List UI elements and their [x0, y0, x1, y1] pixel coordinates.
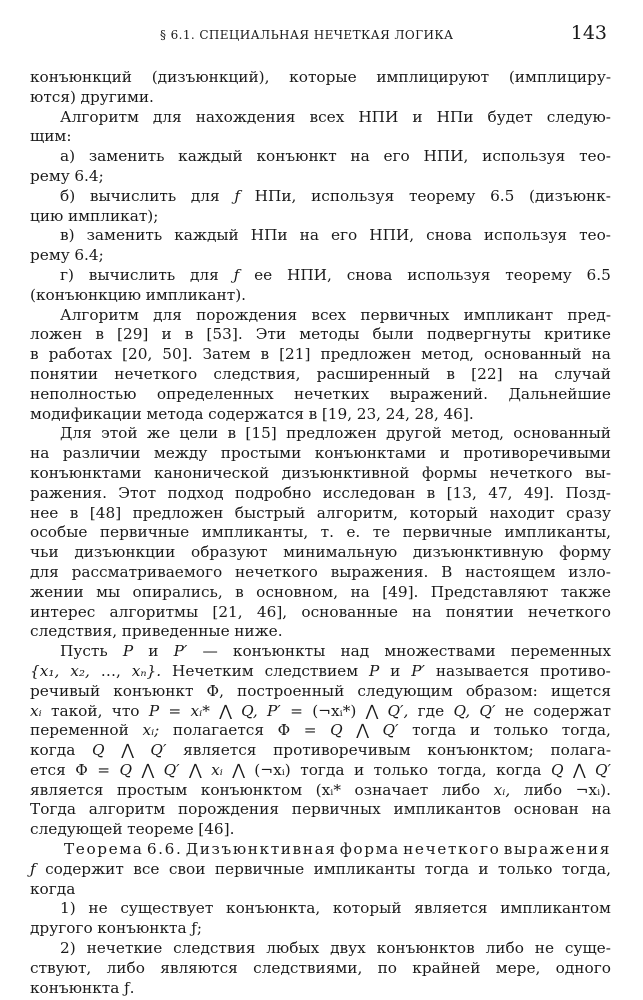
text-line: жении мы опирались, в основном, на [49]. Представляют также: [30, 582, 611, 601]
text-line: а) заменить каждый конъюнкт на его НПИ, используя тео-: [60, 147, 611, 166]
text-line: конъюнктами канонической дизъюнктивной формы нечеткого вы-: [30, 463, 611, 482]
text-line: переменной xᵢ; полагается Φ = Q ⋀ Q′ тогда и только тогда,: [30, 721, 611, 740]
text-line: в работах [20, 50]. Затем в [21] предложен метод, основанный на: [30, 345, 611, 364]
text-line: Алгоритм для порождения всех первичных импликант пред-: [60, 305, 611, 324]
text-line: Пусть P и P′ — конъюнкты над множествами переменных: [60, 642, 611, 661]
text-line: в) заменить каждый НПи на его НПИ, снова используя тео-: [60, 226, 611, 245]
text-line: xᵢ такой, что P = xᵢ* ⋀ Q, P′ = (¬xᵢ*) ⋀ Q′, где Q, Q′ не содержат: [30, 701, 611, 720]
text-line: щим:: [30, 127, 72, 146]
text-line: конъюнкций (дизъюнкций), которые имплицируют (имплициру-: [30, 68, 611, 86]
text-line: ствуют, либо являются следствиями, по крайней мере, одного: [30, 958, 611, 977]
text-line: для рассматриваемого нечеткого выражения. В настоящем изло-: [30, 562, 611, 581]
text-line: неполностью определенных нечетких выражений. Дальнейшие: [30, 384, 611, 403]
text-line: другого конъюнкта ƒ;: [30, 919, 203, 938]
text-line: нее в [48] предложен быстрый алгоритм, который находит сразу: [30, 503, 611, 522]
text-line: следующей теореме [46].: [30, 820, 235, 839]
page-number: 143: [570, 22, 607, 44]
text-line: интерес алгоритмы [21, 46], основанные на понятии нечеткого: [30, 602, 611, 621]
text-line: ƒ содержит все свои первичные импликанты тогда и только тогда,: [30, 859, 611, 878]
text-line: Алгоритм для нахождения всех НПИ и НПи будет следую-: [60, 107, 611, 126]
text-line: когда: [30, 879, 76, 898]
text-line: рему 6.4;: [30, 166, 104, 185]
text-line: понятии нечеткого следствия, расширенный в [22] на случай: [30, 364, 611, 383]
text-line: цию импликат);: [30, 206, 159, 225]
text-line: на различии между простыми конъюнктами и противоречивыми: [30, 444, 611, 463]
text-line: модификации метода содержатся в [19, 23, 24, 28, 46].: [30, 404, 474, 423]
text-line: 1) не существует конъюнкта, который является импликантом: [60, 899, 611, 918]
text-line: 2) нечеткие следствия любых двух конъюнктов либо не суще-: [60, 939, 611, 958]
text-line: речивый конъюнкт Φ, построенный следующим образом: ищется: [30, 681, 611, 700]
body-text: [30, 68, 611, 998]
running-head: § 6.1. СПЕЦИАЛЬНАЯ НЕЧЕТКАЯ ЛОГИКА: [160, 28, 454, 42]
text-line: Для этой же цели в [15] предложен другой метод, основанный: [60, 424, 611, 443]
text-line: (конъюнкцию импликант).: [30, 285, 247, 304]
text-line: б) вычислить для ƒ НПи, используя теорему 6.5 (дизъюнк-: [60, 186, 611, 205]
text-line: ражения. Этот подход подробно исследован в [13, 47, 49]. Позд-: [30, 483, 611, 502]
text-line: рему 6.4;: [30, 246, 104, 265]
text-line: особые первичные импликанты, т. е. те первичные импликанты,: [30, 523, 611, 542]
text-line: {x₁, x₂, …, xₙ}. Нечетким следствием P и P′ называется противо-: [30, 661, 611, 680]
text-line: ложен в [29] и в [53]. Эти методы были подвергнуты критике: [30, 325, 611, 344]
text-line: Тогда алгоритм порождения первичных импликантов основан на: [30, 800, 611, 819]
text-line: является простым конъюнктом (xᵢ* означает либо xᵢ, либо ¬xᵢ).: [30, 780, 611, 799]
text-line: ется Φ = Q ⋀ Q′ ⋀ xᵢ ⋀ (¬xᵢ) тогда и только тогда, когда Q ⋀ Q′: [30, 760, 611, 779]
text-line: чьи дизъюнкции образуют минимальную дизъюнктивную форму: [30, 543, 611, 562]
text-line: когда Q ⋀ Q′ является противоречивым конъюнктом; полага-: [30, 741, 611, 760]
text-line: следствия, приведенные ниже.: [30, 622, 283, 641]
text-line: конъюнкта ƒ.: [30, 978, 135, 997]
text-line: г) вычислить для ƒ ее НПИ, снова используя теорему 6.5: [60, 265, 611, 284]
theorem-heading-line: Теорема 6.6. Дизъюнктивная форма нечеткого выражения: [64, 840, 611, 859]
page-header: [0, 22, 643, 48]
text-line: ются) другими.: [30, 87, 154, 106]
